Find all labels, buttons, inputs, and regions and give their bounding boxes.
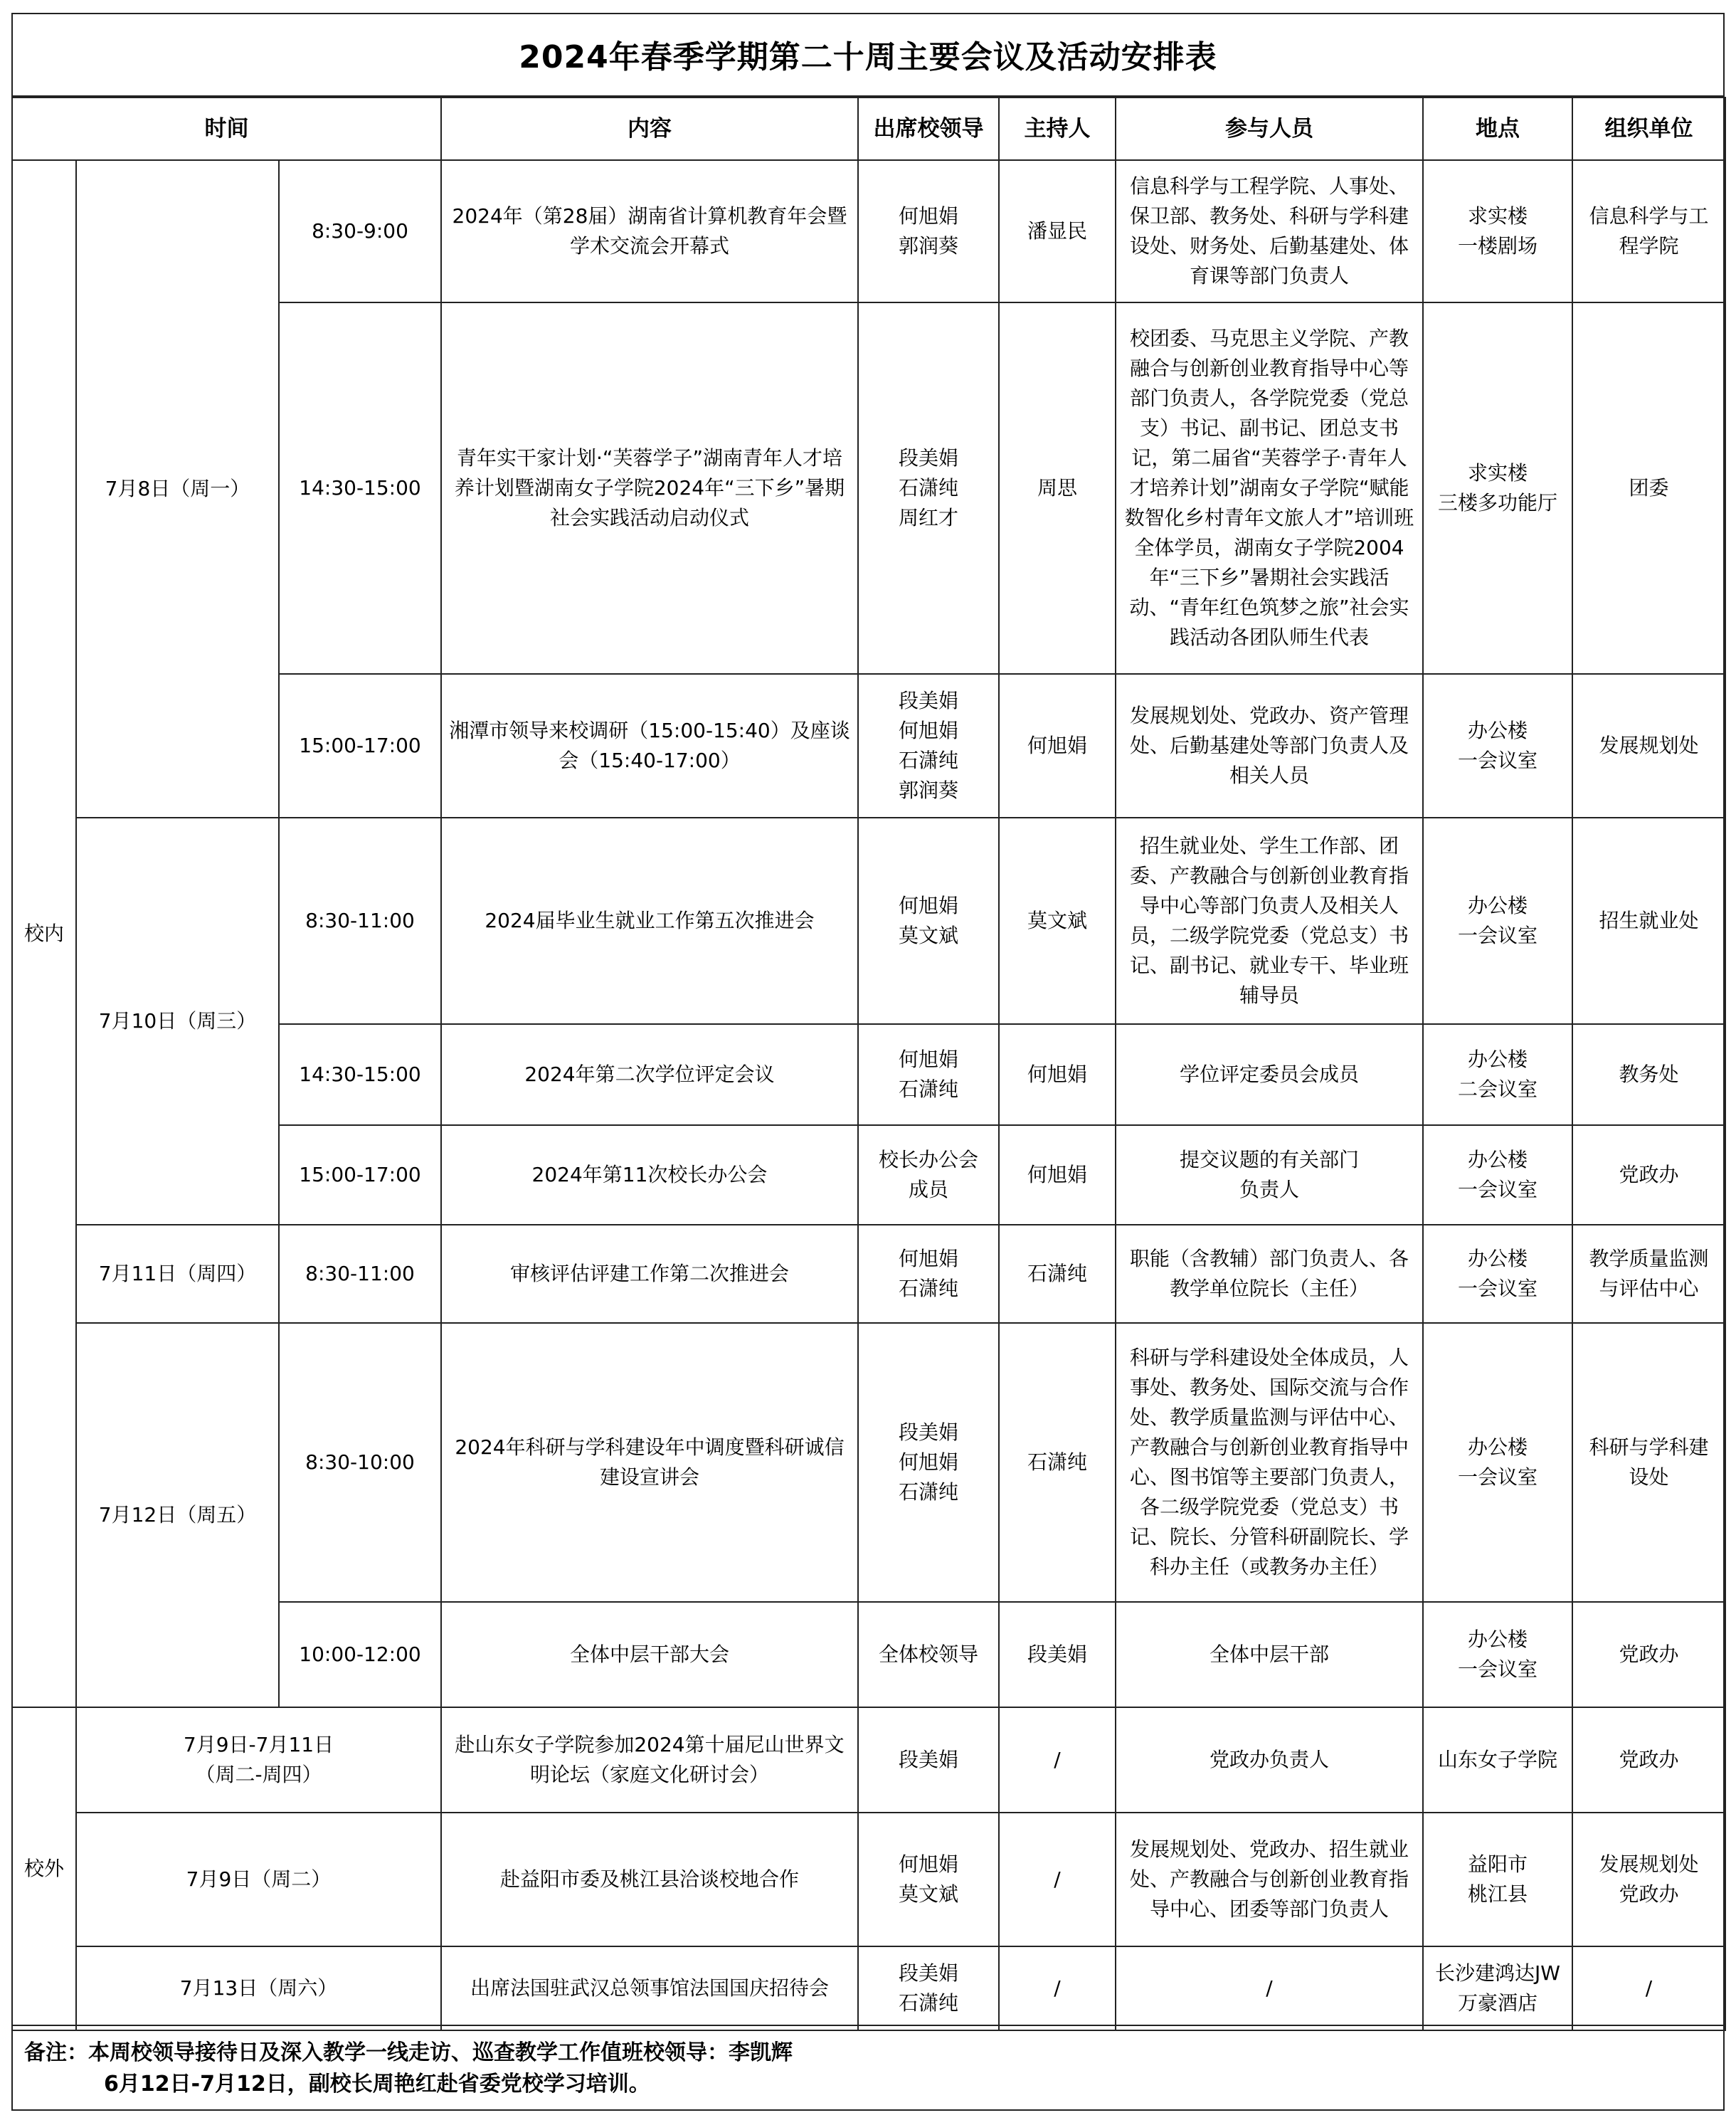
host-cell: 石潇纯 [999, 1323, 1116, 1602]
organizer-cell: 招生就业处 [1572, 818, 1725, 1024]
time-cell: 10:00-12:00 [279, 1602, 441, 1707]
page-title: 2024年春季学期第二十周主要会议及活动安排表 [11, 13, 1725, 97]
header-leader: 出席校领导 [858, 97, 999, 160]
notes-line-2: 6月12日-7月12日，副校长周艳红赴省委党校学习培训。 [104, 2072, 650, 2097]
region-outside: 校外 [12, 1707, 76, 2030]
time-cell: 8:30-11:00 [279, 1225, 441, 1323]
organizer-cell: 科研与学科建设处 [1572, 1323, 1725, 1602]
place-cell: 求实楼 一楼剧场 [1423, 160, 1572, 302]
place-cell: 办公楼 二会议室 [1423, 1024, 1572, 1125]
table-row [12, 1813, 1725, 1946]
leader-cell: 何旭娟 莫文斌 [858, 1813, 999, 1946]
content-cell: 2024年（第28届）湖南省计算机教育年会暨学术交流会开幕式 [441, 160, 858, 302]
region-inside: 校内 [12, 160, 76, 1707]
organizer-cell: 党政办 [1572, 1707, 1725, 1813]
host-cell: 石潇纯 [999, 1225, 1116, 1323]
leader-cell: 何旭娟 莫文斌 [858, 818, 999, 1024]
host-cell: 莫文斌 [999, 818, 1116, 1024]
table-row [12, 1225, 1725, 1323]
content-cell: 2024届毕业生就业工作第五次推进会 [441, 818, 858, 1024]
table-row [12, 1946, 1725, 2030]
time-cell: 8:30-10:00 [279, 1323, 441, 1602]
organizer-cell: 党政办 [1572, 1125, 1725, 1225]
host-cell: 何旭娟 [999, 1024, 1116, 1125]
participants-cell: 校团委、马克思主义学院、产教融合与创新创业教育指导中心等部门负责人，各学院党委（党总支）书记、副书记、团总支书记，第二届省“芙蓉学子·青年人才培养计划”湖南女子学院“赋能数智化乡村青年文旅人才”培训班全体学员，湖南女子学院2004年“三下乡”暑期社会实践活动、“青年红色筑梦之旅”社会实践活动各团队师生代表 [1116, 302, 1423, 674]
leader-cell: 段美娟 [858, 1707, 999, 1813]
place-cell: 办公楼 一会议室 [1423, 1225, 1572, 1323]
header-participants: 参与人员 [1116, 97, 1423, 160]
notes [11, 2025, 1725, 2111]
place-cell: 求实楼 三楼多功能厅 [1423, 302, 1572, 674]
day-cell: 7月12日（周五） [76, 1323, 279, 1707]
host-cell: 潘显民 [999, 160, 1116, 302]
header-host: 主持人 [999, 97, 1116, 160]
time-cell: 15:00-17:00 [279, 1125, 441, 1225]
host-cell: 何旭娟 [999, 674, 1116, 818]
content-cell: 2024年第11次校长办公会 [441, 1125, 858, 1225]
host-cell: / [999, 1813, 1116, 1946]
place-cell: 长沙建鸿达JW 万豪酒店 [1423, 1946, 1572, 2030]
content-cell: 出席法国驻武汉总领事馆法国国庆招待会 [441, 1946, 858, 2030]
place-cell: 办公楼 一会议室 [1423, 674, 1572, 818]
place-cell: 益阳市 桃江县 [1423, 1813, 1572, 1946]
participants-cell: 招生就业处、学生工作部、团委、产教融合与创新创业教育指导中心等部门负责人及相关人员，二级学院党委（党总支）书记、副书记、就业专干、毕业班辅导员 [1116, 818, 1423, 1024]
organizer-cell: 发展规划处 党政办 [1572, 1813, 1725, 1946]
time-cell: 7月9日（周二） [76, 1813, 441, 1946]
host-cell: / [999, 1707, 1116, 1813]
leader-cell: 段美娟 何旭娟 石潇纯 [858, 1323, 999, 1602]
leader-cell: 段美娟 石潇纯 周红才 [858, 302, 999, 674]
day-cell: 7月11日（周四） [76, 1225, 279, 1323]
content-cell: 青年实干家计划·“芙蓉学子”湖南青年人才培养计划暨湖南女子学院2024年“三下乡”暑期社会实践活动启动仪式 [441, 302, 858, 674]
participants-cell: 党政办负责人 [1116, 1707, 1423, 1813]
leader-cell: 段美娟 何旭娟 石潇纯 郭润葵 [858, 674, 999, 818]
header-row [12, 97, 1725, 160]
place-cell: 山东女子学院 [1423, 1707, 1572, 1813]
participants-cell: 学位评定委员会成员 [1116, 1024, 1423, 1125]
leader-cell: 何旭娟 郭润葵 [858, 160, 999, 302]
place-cell: 办公楼 一会议室 [1423, 818, 1572, 1024]
host-cell: 段美娟 [999, 1602, 1116, 1707]
header-organizer: 组织单位 [1572, 97, 1725, 160]
host-cell: / [999, 1946, 1116, 2030]
content-cell: 赴山东女子学院参加2024第十届尼山世界文明论坛（家庭文化研讨会） [441, 1707, 858, 1813]
content-cell: 赴益阳市委及桃江县洽谈校地合作 [441, 1813, 858, 1946]
participants-cell: 科研与学科建设处全体成员，人事处、教务处、国际交流与合作处、教学质量监测与评估中心、产教融合与创新创业教育指导中心、图书馆等主要部门负责人，各二级学院党委（党总支）书记、院长、分管科研副院长、学科办主任（或教务办主任） [1116, 1323, 1423, 1602]
content-cell: 审核评估评建工作第二次推进会 [441, 1225, 858, 1323]
place-cell: 办公楼 一会议室 [1423, 1602, 1572, 1707]
notes-line-1: 备注：本周校领导接待日及深入教学一线走访、巡查教学工作值班校领导：李凯辉 [24, 2040, 793, 2065]
participants-cell: 职能（含教辅）部门负责人、各教学单位院长（主任） [1116, 1225, 1423, 1323]
organizer-cell: 团委 [1572, 302, 1725, 674]
participants-cell: / [1116, 1946, 1423, 2030]
leader-cell: 何旭娟 石潇纯 [858, 1225, 999, 1323]
time-cell: 8:30-9:00 [279, 160, 441, 302]
leader-cell: 校长办公会 成员 [858, 1125, 999, 1225]
place-cell: 办公楼 一会议室 [1423, 1125, 1572, 1225]
day-cell: 7月10日（周三） [76, 818, 279, 1225]
table-row [12, 160, 1725, 302]
participants-cell: 发展规划处、党政办、招生就业处、产教融合与创新创业教育指导中心、团委等部门负责人 [1116, 1813, 1423, 1946]
day-cell: 7月8日（周一） [76, 160, 279, 818]
time-cell: 7月9日-7月11日 （周二-周四） [76, 1707, 441, 1813]
organizer-cell: / [1572, 1946, 1725, 2030]
content-cell: 2024年第二次学位评定会议 [441, 1024, 858, 1125]
header-content: 内容 [441, 97, 858, 160]
time-cell: 7月13日（周六） [76, 1946, 441, 2030]
organizer-cell: 教务处 [1572, 1024, 1725, 1125]
table-row [12, 1323, 1725, 1602]
organizer-cell: 教学质量监测与评估中心 [1572, 1225, 1725, 1323]
place-cell: 办公楼 一会议室 [1423, 1323, 1572, 1602]
time-cell: 8:30-11:00 [279, 818, 441, 1024]
leader-cell: 全体校领导 [858, 1602, 999, 1707]
time-cell: 14:30-15:00 [279, 302, 441, 674]
content-cell: 2024年科研与学科建设年中调度暨科研诚信建设宣讲会 [441, 1323, 858, 1602]
participants-cell: 全体中层干部 [1116, 1602, 1423, 1707]
host-cell: 何旭娟 [999, 1125, 1116, 1225]
participants-cell: 提交议题的有关部门 负责人 [1116, 1125, 1423, 1225]
header-place: 地点 [1423, 97, 1572, 160]
host-cell: 周思 [999, 302, 1116, 674]
content-cell: 湘潭市领导来校调研（15:00-15:40）及座谈会（15:40-17:00） [441, 674, 858, 818]
time-cell: 14:30-15:00 [279, 1024, 441, 1125]
schedule-table [11, 97, 1726, 2031]
content-cell: 全体中层干部大会 [441, 1602, 858, 1707]
leader-cell: 段美娟 石潇纯 [858, 1946, 999, 2030]
organizer-cell: 党政办 [1572, 1602, 1725, 1707]
participants-cell: 信息科学与工程学院、人事处、保卫部、教务处、科研与学科建设处、财务处、后勤基建处、体育课等部门负责人 [1116, 160, 1423, 302]
table-row [12, 818, 1725, 1024]
table-row [12, 1707, 1725, 1813]
participants-cell: 发展规划处、党政办、资产管理处、后勤基建处等部门负责人及相关人员 [1116, 674, 1423, 818]
time-cell: 15:00-17:00 [279, 674, 441, 818]
organizer-cell: 信息科学与工程学院 [1572, 160, 1725, 302]
header-time: 时间 [12, 97, 441, 160]
organizer-cell: 发展规划处 [1572, 674, 1725, 818]
leader-cell: 何旭娟 石潇纯 [858, 1024, 999, 1125]
